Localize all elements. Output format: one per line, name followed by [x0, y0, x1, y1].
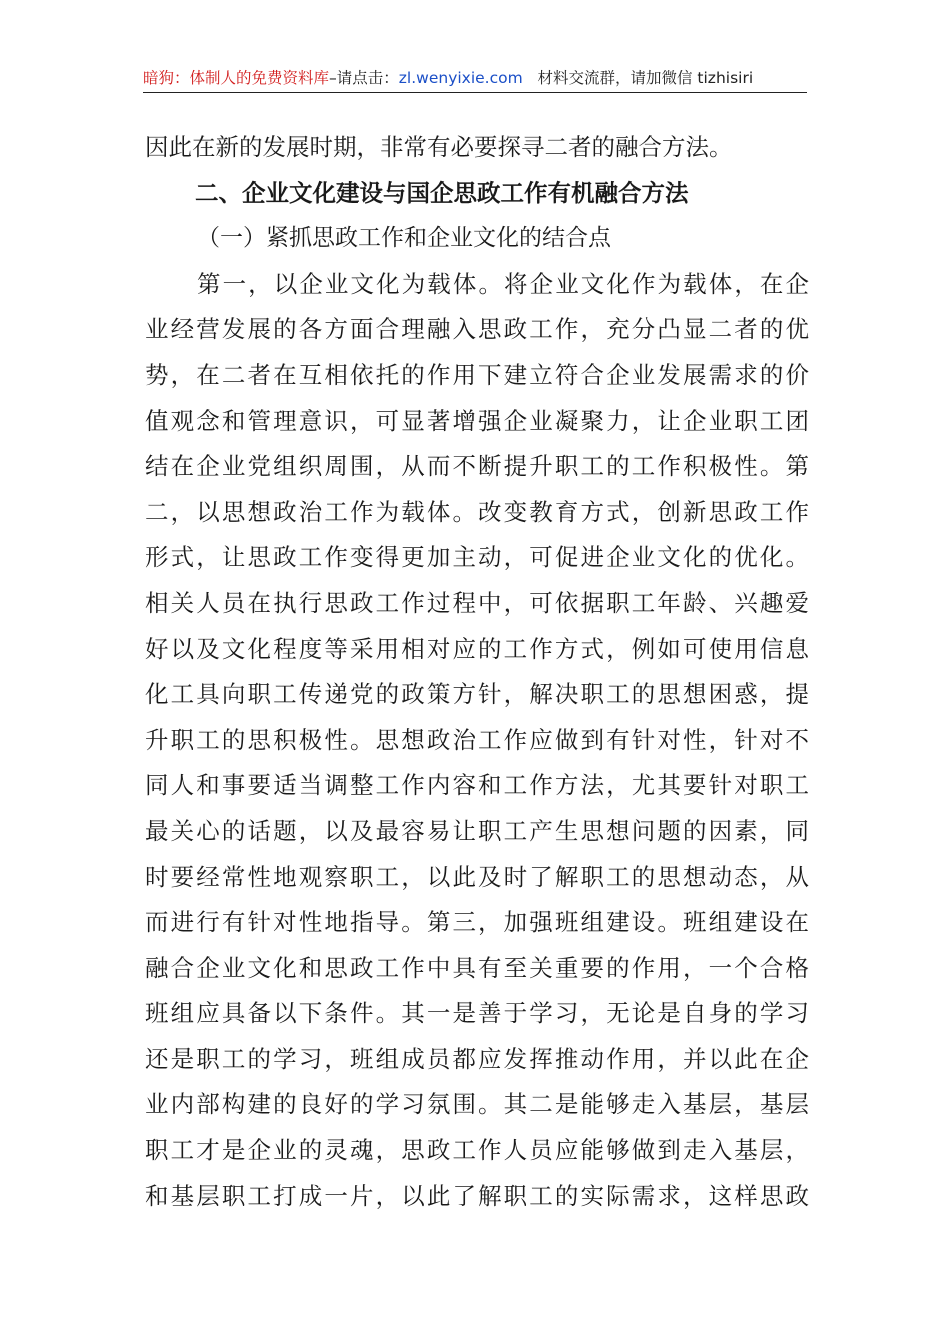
continuation-line: 因此在新的发展时期，非常有必要探寻二者的融合方法。 — [145, 133, 733, 161]
sub-heading: （一）紧抓思政工作和企业文化的结合点 — [197, 225, 611, 252]
paragraph-line: 同人和事要适当调整工作内容和工作方法，尤其要针对职工 — [145, 771, 809, 800]
paragraph-line: 融合企业文化和思政工作中具有至关重要的作用，一个合格 — [145, 953, 809, 982]
paragraph-line: 还是职工的学习，班组成员都应发挥推动作用，并以此在企 — [145, 1044, 809, 1073]
page-header — [143, 66, 807, 93]
paragraph-line: 职工才是企业的灵魂，思政工作人员应能够做到走入基层， — [145, 1136, 809, 1165]
header-contact: 材料交流群，请加微信 tizhisiri — [537, 69, 754, 87]
document-body — [145, 125, 809, 1219]
paragraph-line: 二，以思想政治工作为载体。改变教育方式，创新思政工作 — [145, 497, 809, 526]
paragraph-line: 形式，让思政工作变得更加主动，可促进企业文化的优化。 — [145, 543, 809, 572]
header-click-prefix: –请点击： — [329, 69, 399, 87]
paragraph-line: 化工具向职工传递党的政策方针，解决职工的思想困惑，提 — [145, 680, 809, 709]
paragraph-line: 结在企业党组织周围，从而不断提升职工的工作积极性。第 — [145, 452, 809, 481]
paragraph-line: 时要经常性地观察职工，以此及时了解职工的思想动态，从 — [145, 862, 809, 891]
paragraph-line: 业内部构建的良好的学习氛围。其二是能够走入基层，基层 — [145, 1090, 809, 1119]
paragraph-line: 第一，以企业文化为载体。将企业文化作为载体，在企 — [197, 269, 809, 298]
paragraph-line: 值观念和管理意识，可显著增强企业凝聚力，让企业职工团 — [145, 406, 809, 435]
paragraph-line: 和基层职工打成一片，以此了解职工的实际需求，这样思政 — [145, 1181, 809, 1210]
paragraph-line: 班组应具备以下条件。其一是善于学习，无论是自身的学习 — [145, 999, 809, 1028]
paragraph-line: 而进行有针对性地指导。第三，加强班组建设。班组建设在 — [145, 908, 809, 937]
paragraph-line: 好以及文化程度等采用相对应的工作方式，例如可使用信息 — [145, 634, 809, 663]
paragraph-line: 业经营发展的各方面合理融入思政工作，充分凸显二者的优 — [145, 315, 809, 344]
header-brand: 暗狗：体制人的免费资料库 — [143, 69, 330, 87]
header-url-link[interactable]: zl.wenyixie.com — [398, 69, 523, 87]
paragraph-line: 升职工的思积极性。思想政治工作应做到有针对性，针对不 — [145, 725, 809, 754]
paragraph-line: 最关心的话题，以及最容易让职工产生思想问题的因素，同 — [145, 816, 809, 845]
paragraph-line: 相关人员在执行思政工作过程中，可依据职工年龄、兴趣爱 — [145, 588, 809, 617]
section-heading: 二、企业文化建设与国企思政工作有机融合方法 — [195, 178, 689, 207]
paragraph-line: 势，在二者在互相依托的作用下建立符合企业发展需求的价 — [145, 360, 809, 389]
